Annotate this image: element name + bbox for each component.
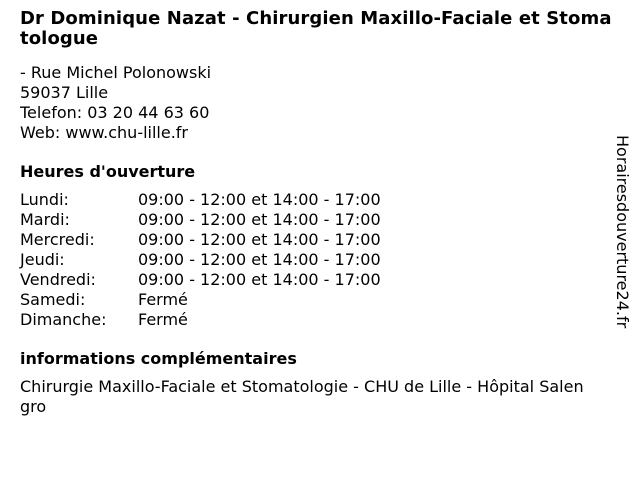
hours-day: Jeudi: — [20, 250, 65, 269]
hours-day: Mardi: — [20, 210, 70, 229]
hours-row-samedi — [20, 290, 620, 310]
hours-row-mercredi — [20, 230, 620, 250]
hours-row-jeudi — [20, 250, 620, 270]
hours-time: 09:00 - 12:00 et 14:00 - 17:00 — [138, 250, 381, 269]
address-street: - Rue Michel Polonowski — [20, 63, 212, 82]
hours-row-vendredi — [20, 270, 620, 290]
extra-info-heading: informations complémentaires — [20, 349, 297, 368]
hours-time: Fermé — [138, 310, 188, 329]
hours-heading: Heures d'ouverture — [20, 162, 196, 181]
address-city: 59037 Lille — [20, 83, 109, 102]
hours-table — [20, 190, 620, 330]
hours-time: 09:00 - 12:00 et 14:00 - 17:00 — [138, 210, 381, 229]
hours-time: 09:00 - 12:00 et 14:00 - 17:00 — [138, 270, 381, 289]
business-card — [20, 9, 620, 417]
hours-day: Vendredi: — [20, 270, 96, 289]
extra-info-text: Chirurgie Maxillo-Faciale et Stomatologie - CHU de Lille - Hôpital Salengro — [20, 377, 584, 416]
website-link[interactable]: Web: www.chu-lille.fr — [20, 123, 189, 142]
hours-row-lundi — [20, 190, 620, 210]
address-block — [20, 63, 620, 143]
hours-time: 09:00 - 12:00 et 14:00 - 17:00 — [138, 190, 381, 209]
hours-day: Samedi: — [20, 290, 86, 309]
hours-time: Fermé — [138, 290, 188, 309]
phone-number: Telefon: 03 20 44 63 60 — [20, 103, 210, 122]
hours-time: 09:00 - 12:00 et 14:00 - 17:00 — [138, 230, 381, 249]
hours-day: Mercredi: — [20, 230, 95, 249]
hours-day: Lundi: — [20, 190, 69, 209]
hours-day: Dimanche: — [20, 310, 107, 329]
hours-row-dimanche — [20, 310, 620, 330]
hours-row-mardi — [20, 210, 620, 230]
page-title: Dr Dominique Nazat - Chirurgien Maxillo-Faciale et Stomatologue — [20, 8, 612, 49]
site-watermark: Horairesdouverture24.fr — [613, 135, 632, 329]
